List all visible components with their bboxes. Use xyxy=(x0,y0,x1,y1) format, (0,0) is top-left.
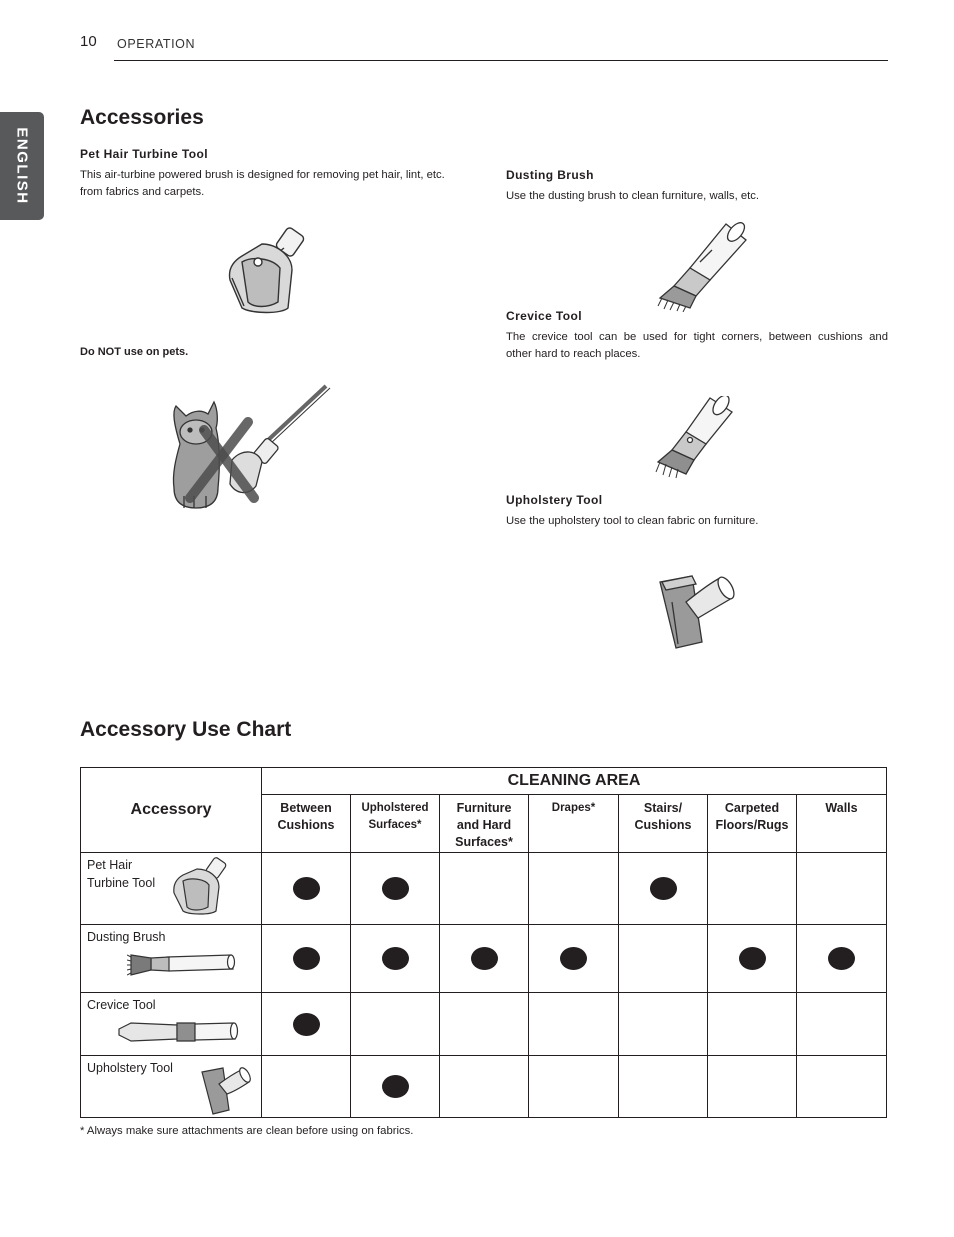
upholstery-tool-description xyxy=(506,513,888,530)
mark-cell xyxy=(351,1056,440,1118)
mark-cell xyxy=(619,853,708,925)
column-header-furniture-hard-surfaces: Furniture and Hard Surfaces* xyxy=(440,795,529,853)
mark-cell xyxy=(529,853,619,925)
mark-cell xyxy=(262,925,351,993)
language-tab xyxy=(0,112,44,220)
usage-mark xyxy=(560,947,587,970)
upholstery-tool-illustration xyxy=(656,572,736,650)
column-header-drapes: Drapes* xyxy=(529,795,619,853)
usage-mark xyxy=(739,947,766,970)
crevice-tool-description xyxy=(506,329,888,363)
crevice-desc-line: The crevice tool can be used for tight corners, between cushions and xyxy=(506,331,888,343)
mark-cell xyxy=(529,993,619,1056)
pet-hair-desc-line: This air-turbine powered brush is designed for removing pet hair, lint, etc. xyxy=(80,169,445,181)
usage-mark xyxy=(382,947,409,970)
usage-mark xyxy=(382,877,409,900)
mark-cell xyxy=(619,1056,708,1118)
mark-cell xyxy=(619,993,708,1056)
accessories-title: Accessories xyxy=(80,106,204,129)
crevice-tool-thumbnail xyxy=(117,1017,239,1047)
table-row xyxy=(81,925,887,993)
mark-cell xyxy=(262,1056,351,1118)
no-pets-illustration xyxy=(166,384,332,512)
mark-cell xyxy=(351,925,440,993)
accessory-column-header: Accessory xyxy=(81,768,262,853)
row-label-upholstery-tool: Upholstery Tool xyxy=(81,1056,262,1118)
usage-mark xyxy=(828,947,855,970)
column-header-stairs-cushions: Stairs/ Cushions xyxy=(619,795,708,853)
mark-cell xyxy=(619,925,708,993)
section-name: OPERATION xyxy=(117,37,196,51)
upholstery-tool-heading: Upholstery Tool xyxy=(506,493,603,507)
header-divider xyxy=(114,60,888,61)
pet-hair-desc-line: from fabrics and carpets. xyxy=(80,186,205,198)
mark-cell xyxy=(440,1056,529,1118)
crevice-desc-line: other hard to reach places. xyxy=(506,348,641,360)
mark-cell xyxy=(440,925,529,993)
mark-cell xyxy=(708,925,797,993)
crevice-tool-heading: Crevice Tool xyxy=(506,309,582,323)
usage-mark xyxy=(382,1075,409,1098)
row-label-dusting-brush: Dusting Brush xyxy=(81,925,262,993)
dusting-brush-heading: Dusting Brush xyxy=(506,168,594,182)
mark-cell xyxy=(797,853,887,925)
crevice-tool-illustration xyxy=(646,396,736,480)
dusting-brush-illustration xyxy=(650,222,750,312)
table-row xyxy=(81,1056,887,1118)
column-header-walls: Walls xyxy=(797,795,887,853)
dusting-brush-description xyxy=(506,188,888,205)
pet-hair-tool-heading: Pet Hair Turbine Tool xyxy=(80,147,208,161)
mark-cell xyxy=(440,853,529,925)
usage-mark xyxy=(293,1013,320,1036)
row-label-pet-hair-turbine-tool: Pet Hair Turbine Tool xyxy=(81,853,262,925)
cleaning-area-header: CLEANING AREA xyxy=(262,768,887,795)
usage-mark xyxy=(471,947,498,970)
mark-cell xyxy=(529,1056,619,1118)
column-header-between-cushions: Between Cushions xyxy=(262,795,351,853)
mark-cell xyxy=(797,1056,887,1118)
mark-cell xyxy=(529,925,619,993)
usage-mark xyxy=(293,877,320,900)
mark-cell xyxy=(262,993,351,1056)
upholstery-desc-line: Use the upholstery tool to clean fabric on furniture. xyxy=(506,515,759,527)
mark-cell xyxy=(351,853,440,925)
mark-cell xyxy=(797,993,887,1056)
mark-cell xyxy=(708,1056,797,1118)
mark-cell xyxy=(708,853,797,925)
table-row xyxy=(81,993,887,1056)
mark-cell xyxy=(262,853,351,925)
pet-hair-tool-description xyxy=(80,167,480,201)
mark-cell xyxy=(797,925,887,993)
turbine-tool-illustration xyxy=(222,222,322,318)
pet-warning-note: Do NOT use on pets. xyxy=(80,346,189,358)
dusting-brush-thumbnail xyxy=(127,949,237,979)
language-tab-label: ENGLISH xyxy=(13,127,31,205)
row-label-crevice-tool: Crevice Tool xyxy=(81,993,262,1056)
page-number: 10 xyxy=(80,33,97,50)
mark-cell xyxy=(440,993,529,1056)
column-header-carpeted-floors-rugs: Carpeted Floors/Rugs xyxy=(708,795,797,853)
mark-cell xyxy=(351,993,440,1056)
table-row xyxy=(81,853,887,925)
mark-cell xyxy=(708,993,797,1056)
usage-mark xyxy=(293,947,320,970)
accessory-use-chart xyxy=(80,767,887,1118)
usage-mark xyxy=(650,877,677,900)
chart-title: Accessory Use Chart xyxy=(80,718,292,741)
column-header-upholstered-surfaces: Upholstered Surfaces* xyxy=(351,795,440,853)
dusting-desc-line: Use the dusting brush to clean furniture, walls, etc. xyxy=(506,190,760,202)
chart-footnote: * Always make sure attachments are clean before using on fabrics. xyxy=(80,1125,414,1137)
